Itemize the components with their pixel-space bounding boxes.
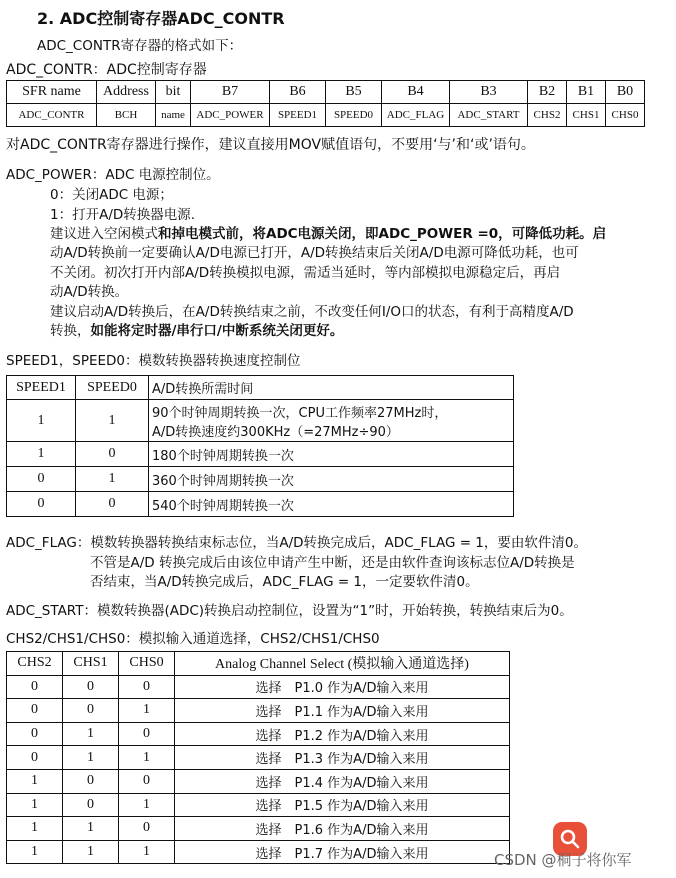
channel-desc-cell: 选择 P1.2 作为A/D输入来用 bbox=[175, 722, 510, 746]
chs-header-cell: CHS2 bbox=[7, 652, 63, 676]
reg-header-cell: B4 bbox=[382, 81, 450, 104]
chs2-cell: 1 bbox=[7, 793, 63, 817]
register-table bbox=[6, 80, 645, 127]
speed0-cell: 0 bbox=[76, 442, 149, 467]
speed1-cell: 1 bbox=[7, 400, 76, 442]
chs-row bbox=[7, 769, 510, 793]
power-advice-line-1 bbox=[50, 222, 606, 242]
speed-time-cell: 540个时钟周期转换一次 bbox=[149, 492, 514, 517]
reg-value-cell: SPEED1 bbox=[270, 104, 326, 127]
reg-header-cell: bit bbox=[156, 81, 191, 104]
speed-row bbox=[7, 442, 514, 467]
chs-row bbox=[7, 793, 510, 817]
chs2-cell: 1 bbox=[7, 817, 63, 841]
reg-value-cell: CHS0 bbox=[606, 104, 645, 127]
speed-table bbox=[6, 375, 514, 517]
mov-note: 对ADC_CONTR寄存器进行操作，建议直接用MOV赋值语句，不要用‘与’和‘或’语句。 bbox=[6, 137, 535, 153]
chs2-cell: 0 bbox=[7, 746, 63, 770]
speed-time-line: 90个时钟周期转换一次，CPU工作频率27MHz时， bbox=[152, 405, 448, 421]
chs-row bbox=[7, 722, 510, 746]
chs-header-cell: CHS1 bbox=[63, 652, 119, 676]
speed-row bbox=[7, 467, 514, 492]
power-title: ADC_POWER：ADC 电源控制位。 bbox=[6, 167, 220, 183]
reg-value-cell: CHS2 bbox=[528, 104, 567, 127]
chs2-cell: 0 bbox=[7, 675, 63, 699]
chs0-cell: 0 bbox=[119, 769, 175, 793]
speed1-cell: 1 bbox=[7, 442, 76, 467]
chs2-cell: 0 bbox=[7, 699, 63, 723]
speed-header-cell: A/D转换所需时间 bbox=[149, 376, 514, 400]
chs0-cell: 0 bbox=[119, 675, 175, 699]
power-advice-bold: 和掉电模式前，将ADC电源关闭，即ADC_POWER =0，可降低功耗。启 bbox=[158, 226, 607, 242]
watermark-text: CSDN @桐子将你军 bbox=[494, 851, 632, 869]
chs-row bbox=[7, 840, 510, 864]
flag-line-2: 不管是A/D 转换完成后由该位申请产生中断，还是由软件查询该标志位A/D转换是 bbox=[90, 555, 575, 571]
reg-header-cell: B6 bbox=[270, 81, 326, 104]
start-description: ADC_START：模数转换器(ADC)转换启动控制位，设置为“1”时，开始转换，转换结束后为0。 bbox=[6, 603, 573, 619]
intro-text: ADC_CONTR寄存器的格式如下： bbox=[37, 38, 243, 54]
power-option-1: 1：打开A/D转换器电源. bbox=[50, 207, 196, 223]
reg-header-cell: Address bbox=[97, 81, 156, 104]
power-advice-line-2: 动A/D转换前一定要确认A/D电源已打开，A/D转换结束后关闭A/D电源可降低功耗，也可 bbox=[50, 245, 579, 261]
channel-desc-cell: 选择 P1.7 作为A/D输入来用 bbox=[175, 840, 510, 864]
chs-row bbox=[7, 675, 510, 699]
io-advice-normal: 转换， bbox=[50, 323, 91, 339]
reg-header-cell: B0 bbox=[606, 81, 645, 104]
register-value-row bbox=[7, 104, 645, 127]
speed-title: SPEED1，SPEED0：模数转换器转换速度控制位 bbox=[6, 353, 301, 369]
chs2-cell: 1 bbox=[7, 769, 63, 793]
chs-title: CHS2/CHS1/CHS0：模拟输入通道选择，CHS2/CHS1/CHS0 bbox=[6, 631, 380, 647]
reg-value-cell: BCH bbox=[97, 104, 156, 127]
reg-header-cell: B7 bbox=[191, 81, 270, 104]
register-title: ADC_CONTR：ADC控制寄存器 bbox=[6, 62, 207, 78]
speed0-cell: 0 bbox=[76, 492, 149, 517]
chs0-cell: 1 bbox=[119, 793, 175, 817]
section-heading: 2. ADC控制寄存器ADC_CONTR bbox=[37, 9, 285, 28]
speed-row bbox=[7, 492, 514, 517]
speed-time-line: A/D转换速度约300KHz（=27MHz÷90） bbox=[152, 424, 399, 440]
reg-header-cell: B2 bbox=[528, 81, 567, 104]
speed0-cell: 1 bbox=[76, 400, 149, 442]
chs2-cell: 0 bbox=[7, 722, 63, 746]
chs2-cell: 1 bbox=[7, 840, 63, 864]
chs-header-cell: CHS0 bbox=[119, 652, 175, 676]
chs0-cell: 1 bbox=[119, 699, 175, 723]
power-advice-line-4: 动A/D转换。 bbox=[50, 284, 129, 300]
chs-header-row bbox=[7, 652, 510, 676]
chs1-cell: 0 bbox=[63, 769, 119, 793]
chs-row bbox=[7, 817, 510, 841]
flag-line-3: 否结束，当A/D转换完成后，ADC_FLAG = 1，一定要软件清0。 bbox=[90, 574, 479, 590]
chs-header-cell: Analog Channel Select (模拟输入通道选择) bbox=[175, 652, 510, 676]
channel-select-table bbox=[6, 651, 510, 864]
speed-header-cell: SPEED1 bbox=[7, 376, 76, 400]
reg-value-cell: SPEED0 bbox=[326, 104, 382, 127]
chs0-cell: 1 bbox=[119, 746, 175, 770]
power-option-0: 0：关闭ADC 电源； bbox=[50, 187, 173, 203]
chs1-cell: 1 bbox=[63, 722, 119, 746]
io-advice-line-2 bbox=[50, 319, 343, 339]
chs0-cell: 1 bbox=[119, 840, 175, 864]
chs1-cell: 1 bbox=[63, 817, 119, 841]
speed-time-cell bbox=[149, 400, 514, 442]
reg-header-cell: SFR name bbox=[7, 81, 97, 104]
reg-value-cell: ADC_CONTR bbox=[7, 104, 97, 127]
channel-desc-cell: 选择 P1.4 作为A/D输入来用 bbox=[175, 769, 510, 793]
io-advice-line-1: 建议启动A/D转换后，在A/D转换结束之前，不改变任何I/O口的状态，有利于高精度A/D bbox=[50, 304, 574, 320]
chs-row bbox=[7, 699, 510, 723]
speed1-cell: 0 bbox=[7, 492, 76, 517]
speed1-cell: 0 bbox=[7, 467, 76, 492]
chs1-cell: 0 bbox=[63, 675, 119, 699]
speed-time-cell: 180个时钟周期转换一次 bbox=[149, 442, 514, 467]
speed-header-row bbox=[7, 376, 514, 400]
channel-desc-cell: 选择 P1.5 作为A/D输入来用 bbox=[175, 793, 510, 817]
reg-header-cell: B5 bbox=[326, 81, 382, 104]
io-advice-bold: 如能将定时器/串行口/中断系统关闭更好。 bbox=[90, 323, 344, 339]
channel-desc-cell: 选择 P1.1 作为A/D输入来用 bbox=[175, 699, 510, 723]
chs1-cell: 1 bbox=[63, 746, 119, 770]
speed-row bbox=[7, 400, 514, 442]
reg-value-cell: name bbox=[156, 104, 191, 127]
chs1-cell: 0 bbox=[63, 699, 119, 723]
register-header-row bbox=[7, 81, 645, 104]
power-advice-line-3: 不关闭。初次打开内部A/D转换模拟电源，需适当延时，等内部模拟电源稳定后，再启 bbox=[50, 265, 561, 281]
reg-header-cell: B3 bbox=[450, 81, 528, 104]
reg-header-cell: B1 bbox=[567, 81, 606, 104]
reg-value-cell: ADC_POWER bbox=[191, 104, 270, 127]
reg-value-cell: ADC_FLAG bbox=[382, 104, 450, 127]
chs1-cell: 1 bbox=[63, 840, 119, 864]
chs1-cell: 0 bbox=[63, 793, 119, 817]
channel-desc-cell: 选择 P1.6 作为A/D输入来用 bbox=[175, 817, 510, 841]
speed0-cell: 1 bbox=[76, 467, 149, 492]
channel-desc-cell: 选择 P1.0 作为A/D输入来用 bbox=[175, 675, 510, 699]
flag-line-1: ADC_FLAG：模数转换器转换结束标志位，当A/D转换完成后，ADC_FLAG = 1，要由软件清0。 bbox=[6, 535, 587, 551]
reg-value-cell: CHS1 bbox=[567, 104, 606, 127]
chs0-cell: 0 bbox=[119, 722, 175, 746]
chs0-cell: 0 bbox=[119, 817, 175, 841]
speed-header-cell: SPEED0 bbox=[76, 376, 149, 400]
channel-desc-cell: 选择 P1.3 作为A/D输入来用 bbox=[175, 746, 510, 770]
reg-value-cell: ADC_START bbox=[450, 104, 528, 127]
power-advice-normal: 建议进入空闲模式 bbox=[50, 226, 158, 242]
speed-time-cell: 360个时钟周期转换一次 bbox=[149, 467, 514, 492]
chs-row bbox=[7, 746, 510, 770]
